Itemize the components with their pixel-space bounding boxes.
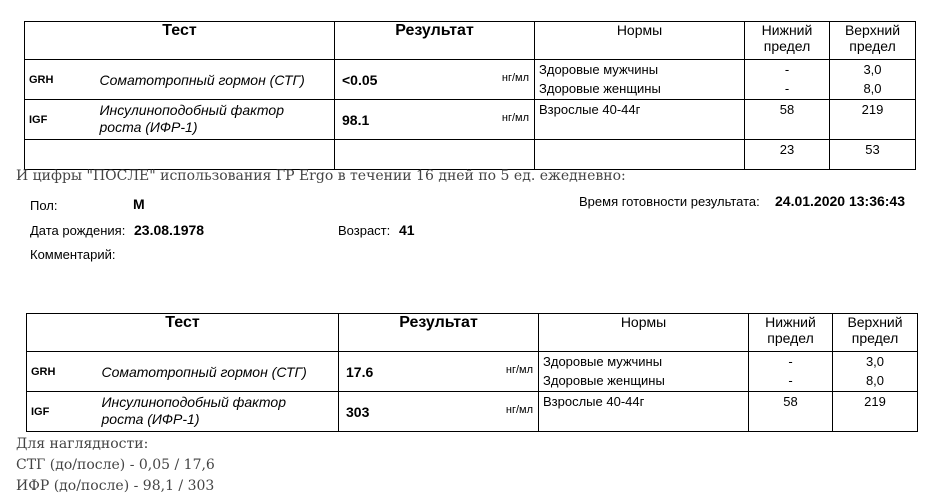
result-unit: нг/мл — [501, 71, 529, 84]
dob-label: Дата рождения: — [30, 223, 126, 238]
column-header-result: Результат — [335, 22, 535, 60]
test-code: GRH — [27, 352, 102, 392]
table-row — [25, 100, 916, 140]
result-value: 17.6 нг/мл — [339, 352, 539, 392]
dob-value: 23.08.1978 — [134, 222, 205, 238]
sex-label: Пол: — [30, 198, 58, 213]
column-header-norms: Нормы — [535, 22, 745, 60]
upper-limit: 219 — [833, 392, 918, 432]
summary-gh: СТГ (до/после) - 0,05 / 17,6 — [16, 457, 215, 473]
norm-groups: Здоровые мужчины Здоровые женщины — [535, 60, 745, 100]
test-name: Инсулиноподобный фактор роста (ИФР-1) — [102, 392, 339, 432]
column-header-lower-limit: Нижний предел — [745, 22, 830, 60]
test-name: Соматотропный гормон (СТГ) — [102, 352, 339, 392]
upper-limit: 3,0 8,0 — [830, 60, 916, 100]
column-header-lower-limit: Нижний предел — [749, 314, 833, 352]
summary-heading: Для наглядности: — [16, 436, 149, 452]
column-header-test: Тест — [25, 22, 335, 60]
test-name: Инсулиноподобный фактор роста (ИФР-1) — [100, 100, 335, 140]
caption-after: И цифры "ПОСЛЕ" использования ГР Ergo в течении 16 дней по 5 ед. ежедневно: — [16, 168, 626, 184]
sex-value: М — [133, 196, 145, 212]
result-value: <0.05 нг/мл — [335, 60, 535, 100]
age-value: 41 — [399, 222, 415, 238]
norm-groups: Взрослые 40-44г — [535, 100, 745, 140]
column-header-norms: Нормы — [539, 314, 749, 352]
comment-label: Комментарий: — [30, 247, 116, 262]
result-unit: нг/мл — [501, 111, 529, 124]
before-results-table — [24, 21, 916, 170]
table-row-cut — [25, 140, 916, 170]
summary-igf: ИФР (до/после) - 98,1 / 303 — [16, 478, 215, 494]
table-row — [27, 352, 918, 392]
norm-groups: Взрослые 40-44г — [539, 392, 749, 432]
upper-limit-cut: 53 — [830, 140, 916, 170]
age-label: Возраст: — [338, 223, 391, 238]
norm-groups: Здоровые мужчины Здоровые женщины — [539, 352, 749, 392]
lower-limit-cut: 23 — [745, 140, 830, 170]
upper-limit: 3,0 8,0 — [833, 352, 918, 392]
result-unit: нг/мл — [505, 363, 533, 376]
test-code: IGF — [27, 392, 102, 432]
result-unit: нг/мл — [505, 403, 533, 416]
table-row — [25, 60, 916, 100]
column-header-upper-limit: Верхний предел — [833, 314, 918, 352]
ready-time-value: 24.01.2020 13:36:43 — [775, 193, 905, 209]
upper-limit: 219 — [830, 100, 916, 140]
test-code: GRH — [25, 60, 100, 100]
ready-time-label: Время готовности результата: — [579, 194, 760, 209]
lower-limit: - - — [745, 60, 830, 100]
table-row — [27, 392, 918, 432]
after-results-crop — [0, 188, 932, 433]
result-value: 303 нг/мл — [339, 392, 539, 432]
test-name: Соматотропный гормон (СТГ) — [100, 60, 335, 100]
column-header-test: Тест — [27, 314, 339, 352]
result-value: 98.1 нг/мл — [335, 100, 535, 140]
column-header-result: Результат — [339, 314, 539, 352]
lower-limit: - - — [749, 352, 833, 392]
table-header-row — [25, 22, 916, 60]
table-header-row — [27, 314, 918, 352]
lower-limit: 58 — [749, 392, 833, 432]
lower-limit: 58 — [745, 100, 830, 140]
test-code: IGF — [25, 100, 100, 140]
after-results-table — [26, 313, 918, 432]
column-header-upper-limit: Верхний предел — [830, 22, 916, 60]
before-results-crop — [0, 0, 932, 157]
